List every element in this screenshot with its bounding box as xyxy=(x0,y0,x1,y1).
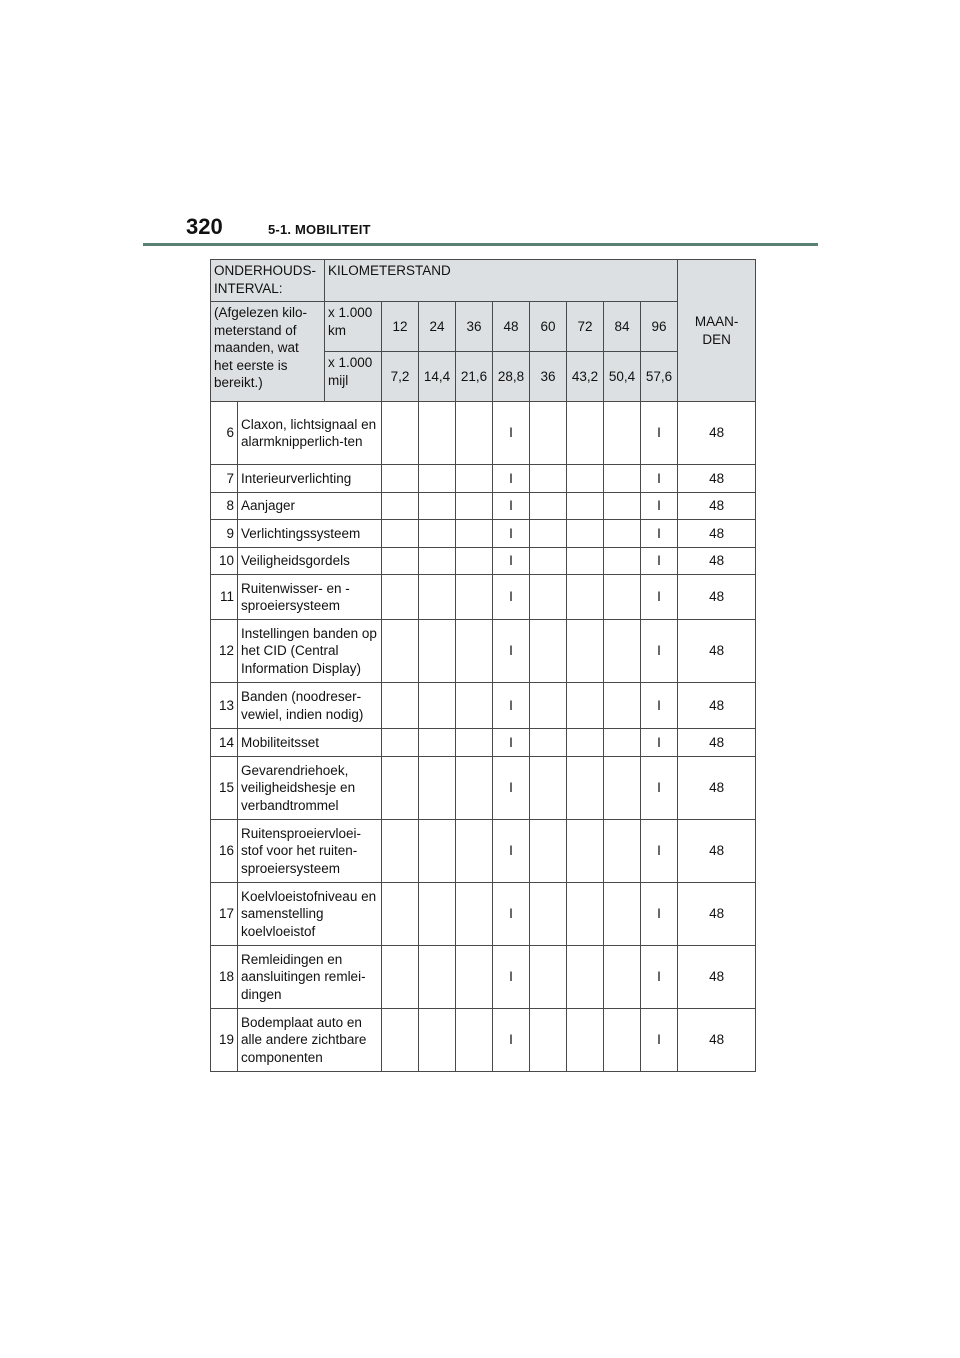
row-number: 16 xyxy=(211,820,238,883)
table-row xyxy=(211,620,756,683)
mile-value: 21,6 xyxy=(456,352,493,402)
inspect-mark: I xyxy=(493,820,530,883)
row-number: 19 xyxy=(211,1009,238,1072)
empty-cell xyxy=(530,1009,567,1072)
inspect-mark: I xyxy=(641,1009,678,1072)
empty-cell xyxy=(382,729,419,757)
table-row xyxy=(211,729,756,757)
empty-cell xyxy=(456,883,493,946)
mile-value: 57,6 xyxy=(641,352,678,402)
empty-cell xyxy=(604,757,641,820)
empty-cell xyxy=(382,820,419,883)
empty-cell xyxy=(604,465,641,493)
inspect-mark: I xyxy=(641,575,678,620)
row-description: Claxon, lichtsignaal en alarmknipperlich-ten xyxy=(238,402,382,465)
km-value: 96 xyxy=(641,302,678,352)
months-value: 48 xyxy=(678,493,756,520)
row-number: 14 xyxy=(211,729,238,757)
row-description: Interieurverlichting xyxy=(238,465,382,493)
empty-cell xyxy=(530,683,567,729)
table-row xyxy=(211,683,756,729)
km-value: 48 xyxy=(493,302,530,352)
empty-cell xyxy=(419,1009,456,1072)
table-row xyxy=(211,946,756,1009)
empty-cell xyxy=(419,946,456,1009)
empty-cell xyxy=(604,946,641,1009)
inspect-mark: I xyxy=(493,729,530,757)
row-number: 13 xyxy=(211,683,238,729)
months-value: 48 xyxy=(678,620,756,683)
table-row xyxy=(211,883,756,946)
inspect-mark: I xyxy=(641,946,678,1009)
inspect-mark: I xyxy=(641,729,678,757)
row-number: 12 xyxy=(211,620,238,683)
empty-cell xyxy=(604,1009,641,1072)
empty-cell xyxy=(530,493,567,520)
empty-cell xyxy=(419,493,456,520)
row-description: Bodemplaat auto en alle andere zichtbare componenten xyxy=(238,1009,382,1072)
empty-cell xyxy=(567,575,604,620)
empty-cell xyxy=(419,729,456,757)
table-row xyxy=(211,757,756,820)
inspect-mark: I xyxy=(493,548,530,575)
empty-cell xyxy=(419,620,456,683)
page-number: 320 xyxy=(186,214,223,239)
empty-cell xyxy=(419,820,456,883)
inspect-mark: I xyxy=(641,493,678,520)
months-value: 48 xyxy=(678,757,756,820)
empty-cell xyxy=(567,620,604,683)
months-value: 48 xyxy=(678,946,756,1009)
empty-cell xyxy=(530,402,567,465)
empty-cell xyxy=(382,1009,419,1072)
maintenance-table xyxy=(210,259,756,1072)
months-value: 48 xyxy=(678,548,756,575)
table-row xyxy=(211,575,756,620)
header-divider xyxy=(143,243,818,246)
empty-cell xyxy=(382,946,419,1009)
inspect-mark: I xyxy=(493,1009,530,1072)
inspect-mark: I xyxy=(493,883,530,946)
months-value: 48 xyxy=(678,729,756,757)
empty-cell xyxy=(382,548,419,575)
empty-cell xyxy=(456,520,493,548)
empty-cell xyxy=(567,493,604,520)
table-row xyxy=(211,402,756,465)
inspect-mark: I xyxy=(641,820,678,883)
table-row xyxy=(211,465,756,493)
months-value: 48 xyxy=(678,575,756,620)
row-number: 9 xyxy=(211,520,238,548)
page-header xyxy=(186,214,371,244)
empty-cell xyxy=(567,820,604,883)
empty-cell xyxy=(530,946,567,1009)
empty-cell xyxy=(456,1009,493,1072)
read-note: (Afgelezen kilo-meterstand of maanden, wat het eerste is bereikt.) xyxy=(211,302,325,402)
mile-value: 36 xyxy=(530,352,567,402)
row-description: Ruitenwisser- en -sproeiersysteem xyxy=(238,575,382,620)
empty-cell xyxy=(456,493,493,520)
empty-cell xyxy=(382,520,419,548)
empty-cell xyxy=(456,729,493,757)
empty-cell xyxy=(604,683,641,729)
row-description: Instellingen banden op het CID (Central Information Display) xyxy=(238,620,382,683)
row-description: Mobiliteitsset xyxy=(238,729,382,757)
empty-cell xyxy=(567,729,604,757)
km-value: 60 xyxy=(530,302,567,352)
empty-cell xyxy=(567,465,604,493)
row-description: Veiligheidsgordels xyxy=(238,548,382,575)
empty-cell xyxy=(419,465,456,493)
row-number: 15 xyxy=(211,757,238,820)
row-number: 8 xyxy=(211,493,238,520)
inspect-mark: I xyxy=(493,520,530,548)
empty-cell xyxy=(456,575,493,620)
months-value: 48 xyxy=(678,465,756,493)
row-number: 6 xyxy=(211,402,238,465)
table-row xyxy=(211,1009,756,1072)
inspect-mark: I xyxy=(641,548,678,575)
header-row-km xyxy=(211,302,756,352)
empty-cell xyxy=(604,493,641,520)
empty-cell xyxy=(604,729,641,757)
row-number: 7 xyxy=(211,465,238,493)
mile-value: 28,8 xyxy=(493,352,530,402)
empty-cell xyxy=(456,402,493,465)
empty-cell xyxy=(419,520,456,548)
table-row xyxy=(211,493,756,520)
empty-cell xyxy=(419,683,456,729)
empty-cell xyxy=(456,620,493,683)
inspect-mark: I xyxy=(493,757,530,820)
empty-cell xyxy=(604,402,641,465)
months-value: 48 xyxy=(678,883,756,946)
empty-cell xyxy=(530,548,567,575)
empty-cell xyxy=(530,883,567,946)
row-number: 18 xyxy=(211,946,238,1009)
row-description: Remleidingen en aansluitingen remlei-dingen xyxy=(238,946,382,1009)
inspect-mark: I xyxy=(641,757,678,820)
empty-cell xyxy=(456,820,493,883)
empty-cell xyxy=(419,757,456,820)
empty-cell xyxy=(456,946,493,1009)
km-label: KILOMETERSTAND xyxy=(325,260,678,302)
empty-cell xyxy=(530,757,567,820)
empty-cell xyxy=(530,575,567,620)
row-description: Koelvloeistofniveau en samenstelling koelvloeistof xyxy=(238,883,382,946)
empty-cell xyxy=(604,620,641,683)
inspect-mark: I xyxy=(641,465,678,493)
mile-value: 14,4 xyxy=(419,352,456,402)
km-unit: x 1.000 km xyxy=(325,302,382,352)
empty-cell xyxy=(382,402,419,465)
inspect-mark: I xyxy=(641,883,678,946)
row-number: 17 xyxy=(211,883,238,946)
row-description: Gevarendriehoek, veiligheidshesje en verbandtrommel xyxy=(238,757,382,820)
empty-cell xyxy=(567,946,604,1009)
empty-cell xyxy=(419,548,456,575)
section-title: 5-1. MOBILITEIT xyxy=(268,222,371,237)
inspect-mark: I xyxy=(641,620,678,683)
empty-cell xyxy=(604,520,641,548)
empty-cell xyxy=(382,883,419,946)
km-value: 84 xyxy=(604,302,641,352)
empty-cell xyxy=(456,465,493,493)
row-description: Ruitensproeiervloei-stof voor het ruiten-sproeiersysteem xyxy=(238,820,382,883)
inspect-mark: I xyxy=(493,620,530,683)
inspect-mark: I xyxy=(493,402,530,465)
empty-cell xyxy=(456,683,493,729)
empty-cell xyxy=(567,520,604,548)
months-value: 48 xyxy=(678,520,756,548)
empty-cell xyxy=(567,883,604,946)
empty-cell xyxy=(567,402,604,465)
interval-label: ONDERHOUDS-INTERVAL: xyxy=(211,260,325,302)
empty-cell xyxy=(382,575,419,620)
row-description: Verlichtingssysteem xyxy=(238,520,382,548)
empty-cell xyxy=(567,548,604,575)
empty-cell xyxy=(567,683,604,729)
months-value: 48 xyxy=(678,820,756,883)
empty-cell xyxy=(419,402,456,465)
empty-cell xyxy=(567,1009,604,1072)
empty-cell xyxy=(456,757,493,820)
empty-cell xyxy=(604,883,641,946)
empty-cell xyxy=(382,493,419,520)
months-value: 48 xyxy=(678,402,756,465)
mile-value: 50,4 xyxy=(604,352,641,402)
row-number: 10 xyxy=(211,548,238,575)
empty-cell xyxy=(567,757,604,820)
inspect-mark: I xyxy=(493,946,530,1009)
empty-cell xyxy=(530,820,567,883)
inspect-mark: I xyxy=(641,520,678,548)
empty-cell xyxy=(604,820,641,883)
inspect-mark: I xyxy=(493,575,530,620)
km-value: 12 xyxy=(382,302,419,352)
months-label: MAAN-DEN xyxy=(678,260,756,402)
empty-cell xyxy=(530,620,567,683)
km-value: 36 xyxy=(456,302,493,352)
inspect-mark: I xyxy=(641,402,678,465)
months-value: 48 xyxy=(678,1009,756,1072)
table-row xyxy=(211,520,756,548)
empty-cell xyxy=(530,465,567,493)
inspect-mark: I xyxy=(493,493,530,520)
empty-cell xyxy=(456,548,493,575)
row-description: Aanjager xyxy=(238,493,382,520)
table-row xyxy=(211,820,756,883)
months-value: 48 xyxy=(678,683,756,729)
inspect-mark: I xyxy=(641,683,678,729)
empty-cell xyxy=(604,575,641,620)
empty-cell xyxy=(382,465,419,493)
empty-cell xyxy=(382,683,419,729)
empty-cell xyxy=(530,729,567,757)
inspect-mark: I xyxy=(493,465,530,493)
mile-value: 43,2 xyxy=(567,352,604,402)
km-value: 24 xyxy=(419,302,456,352)
table-row xyxy=(211,548,756,575)
empty-cell xyxy=(419,575,456,620)
row-description: Banden (noodreser-vewiel, indien nodig) xyxy=(238,683,382,729)
mile-unit: x 1.000 mijl xyxy=(325,352,382,402)
empty-cell xyxy=(382,620,419,683)
km-value: 72 xyxy=(567,302,604,352)
empty-cell xyxy=(419,883,456,946)
empty-cell xyxy=(382,757,419,820)
empty-cell xyxy=(530,520,567,548)
header-row-interval xyxy=(211,260,756,302)
inspect-mark: I xyxy=(493,683,530,729)
mile-value: 7,2 xyxy=(382,352,419,402)
row-number: 11 xyxy=(211,575,238,620)
empty-cell xyxy=(604,548,641,575)
